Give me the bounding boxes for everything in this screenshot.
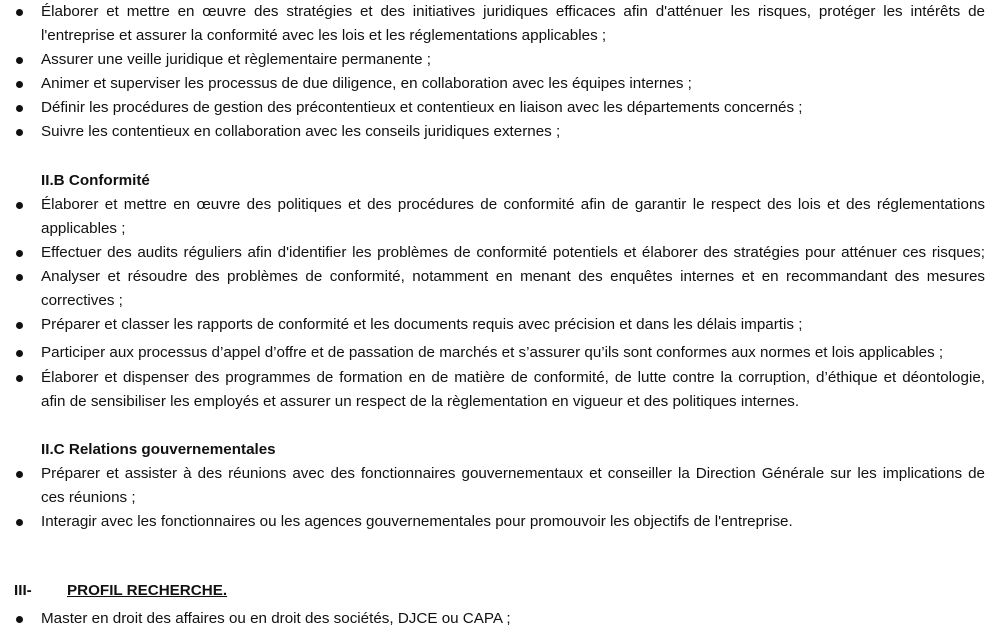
bullet-icon [16,322,23,329]
bullet-text: Effectuer des audits réguliers afin d'identifier les problèmes de conformité potentiels et élaborer des stratégies pour atténuer ces risques; [41,244,985,261]
bullet-text: Interagir avec les fonctionnaires ou les agences gouvernementales pour promouvoir les objectifs de l'entreprise. [41,513,793,530]
bullet-text: Définir les procédures de gestion des précontentieux et contentieux en liaison avec les départements concernés ; [41,99,803,116]
bullet-text: Élaborer et mettre en œuvre des stratégies et des initiatives juridiques efficaces afin d'atténuer les risques, protéger les intérêts de [41,3,985,20]
bullet-text-continued: correctives ; [41,292,123,309]
bullet-text: Master en droit des affaires ou en droit des sociétés, DJCE ou CAPA ; [41,610,511,627]
bullet-text-continued: l'entreprise et assurer la conformité avec les lois et les réglementations applicables ; [41,27,607,44]
bullet-icon [16,81,23,88]
bullet-text-continued: applicables ; [41,220,126,237]
bullet-text: Préparer et classer les rapports de conformité et les documents requis avec précision et dans les délais impartis ; [41,316,803,333]
bullet-text: Élaborer et dispenser des programmes de formation en de matière de conformité, de lutte contre la corruption, d’éthique et déontologie, [41,369,985,386]
bullet-text: Suivre les contentieux en collaboration avec les conseils juridiques externes ; [41,123,561,140]
bullet-text: Animer et superviser les processus de due diligence, en collaboration avec les équipes internes ; [41,75,692,92]
bullet-text-continued: ces réunions ; [41,489,136,506]
bullet-icon [16,519,23,526]
section-heading: II.C Relations gouvernementales [41,441,276,458]
bullet-icon [16,274,23,281]
bullet-text: Assurer une veille juridique et règlementaire permanente ; [41,51,432,68]
section-heading: II.B Conformité [41,172,150,189]
bullet-icon [16,616,23,623]
bullet-icon [16,57,23,64]
bullet-icon [16,105,23,112]
section-title: PROFIL RECHERCHE. [67,582,228,599]
bullet-text-continued: afin de sensibiliser les employés et assurer un respect de la règlementation en vigueur et des politiques internes. [41,393,800,410]
bullet-icon [16,202,23,209]
bullet-icon [16,9,23,16]
bullet-text: Participer aux processus d’appel d’offre et de passation de marchés et s’assurer qu’ils sont conformes aux normes et lois applicables ; [41,344,944,361]
bullet-icon [16,350,23,357]
bullet-icon [16,129,23,136]
bullet-icon [16,250,23,257]
bullet-icon [16,375,23,382]
bullet-text: Élaborer et mettre en œuvre des politiques et des procédures de conformité afin de garantir le respect des lois et des réglementations [41,196,985,213]
bullet-text: Préparer et assister à des réunions avec des fonctionnaires gouvernementaux et conseiller la Direction Générale sur les implications de [41,465,985,482]
bullet-text: Analyser et résoudre des problèmes de conformité, notamment en menant des enquêtes internes et en recommandant des mesures [41,268,985,285]
bullet-icon [16,471,23,478]
section-number: III- [14,582,32,599]
